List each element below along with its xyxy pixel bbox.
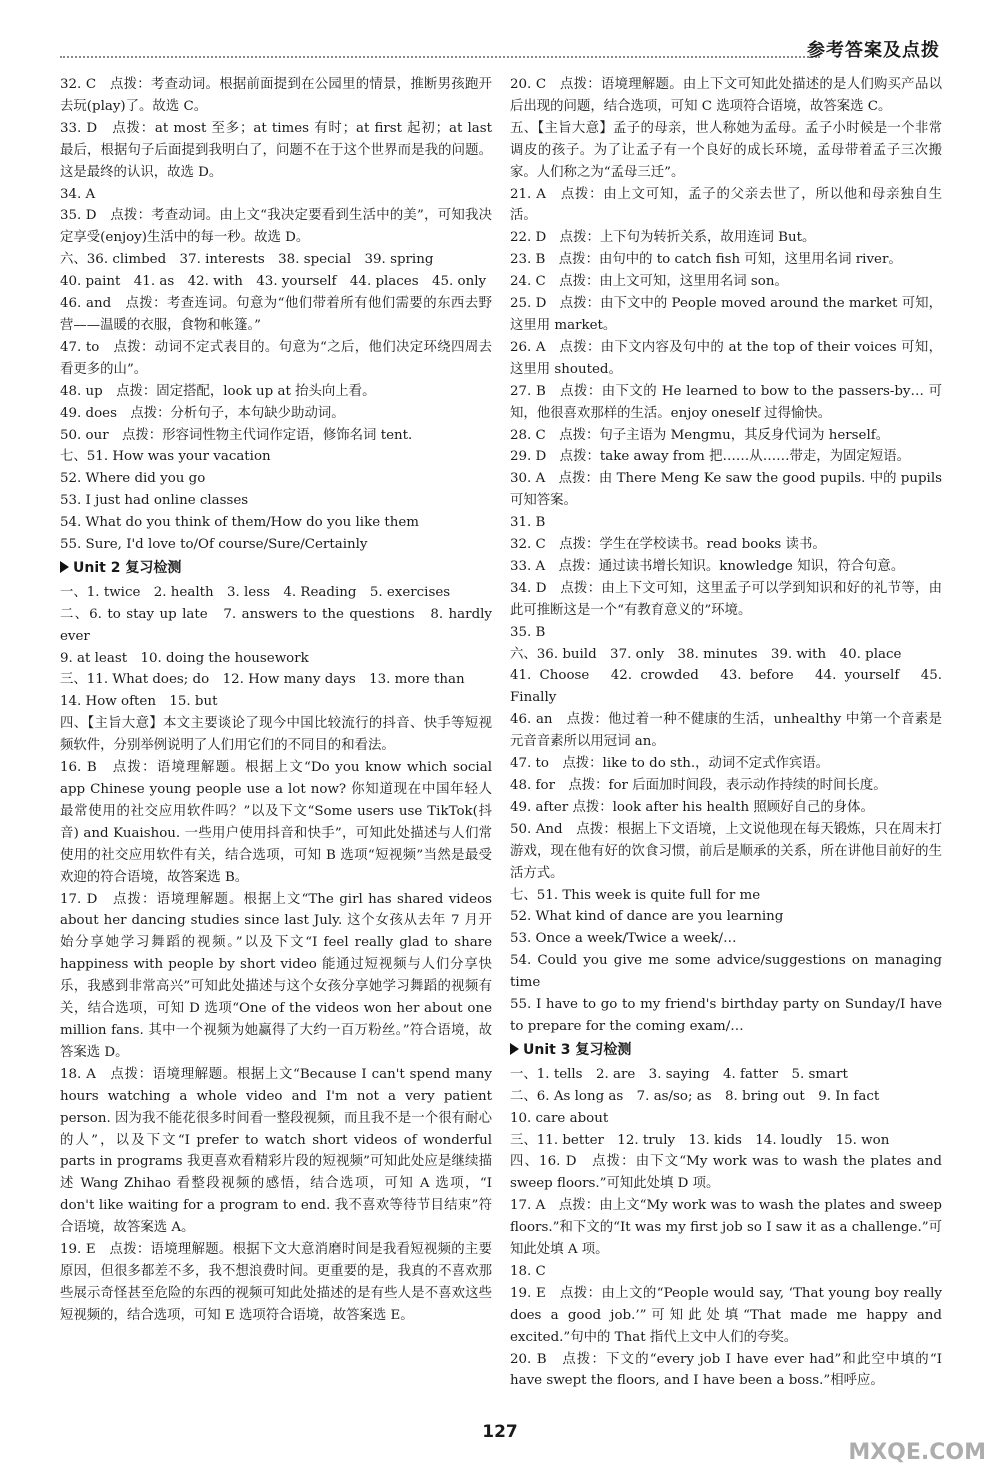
answer-item: 20. B 点拨：下文的“every job I have ever had”和此空中填的“I have swept the floors, and I have been a boss.”相呼应。 (510, 1351, 942, 1389)
right-column (510, 74, 942, 1392)
answer-item: 35. B (510, 624, 546, 640)
answer-item: 26. A 点拨：由下文内容及句中的 at the top of their voices 可知，这里用 shouted。 (510, 339, 942, 377)
answer-item: 三、11. better 12. truly 13. kids 14. loudly 15. won (510, 1132, 890, 1148)
answer-item: 40. paint 41. as 42. with 43. yourself 44. places 45. only (60, 274, 487, 290)
answer-item: 52. What kind of dance are you learning (510, 909, 784, 925)
answer-item: 五、【主旨大意】孟子的母亲，世人称她为孟母。孟子小时候是一个非常调皮的孩子。为了让孟子有一个良好的成长环境，孟母带着孟子三次搬家。人们称之为“孟母三迁”。 (510, 120, 942, 180)
answer-item: 41. Choose 42. crowded 43. before 44. yourself 45. Finally (510, 668, 942, 706)
answer-item: 四、【主旨大意】本文主要谈论了现今中国比较流行的抖音、快手等短视频软件，分别举例说明了人们用它们的不同目的和看法。 (60, 716, 492, 754)
answer-item: 46. and 点拨：考查连词。句意为“他们带着所有他们需要的东西去野营——温暖的衣服，食物和帐篷。” (60, 296, 492, 333)
answer-item: 55. I have to go to my friend's birthday party on Sunday/I have to prepare for the coming exam/… (510, 997, 942, 1034)
answer-item: 53. Once a week/Twice a week/… (510, 931, 737, 947)
page-number: 127 (482, 1422, 518, 1442)
answer-item: 55. Sure, I'd love to/Of course/Sure/Certainly (60, 537, 368, 553)
answer-item: 32. C 点拨：学生在学校读书。read books 读书。 (510, 537, 826, 553)
answer-item: 21. A 点拨：由上文可知，孟子的父亲去世了，所以他和母亲独自生活。 (510, 186, 942, 224)
answer-item: 49. does 点拨：分析句子，本句缺少助动词。 (60, 405, 345, 421)
answer-item: 9. at least 10. doing the housework (60, 650, 309, 666)
answer-item: 23. B 点拨：由句中的 to catch fish 可知，这里用名词 river。 (510, 252, 902, 268)
answer-item: 24. C 点拨：由上文可知，这里用名词 son。 (510, 274, 788, 290)
answer-item: 六、36. climbed 37. interests 38. special 39. spring (60, 252, 434, 268)
answer-item: 47. to 点拨：like to do sth.，动词不定式作宾语。 (510, 756, 830, 772)
answer-item: 54. Could you give me some advice/suggestions on managing time (510, 953, 942, 991)
answer-item: 18. A 点拨：语境理解题。根据上文“Because I can't spend many hours watching a whole video and I'm not a very patient person. 因为我不能花很多时间看一整段视频，而且我不是一个很有耐心的人”，以及下文“I prefer to watch short videos of wonderful parts in programs 我更喜欢看精彩片段的短视频”可知此处应是继续描述 Wang Zhihao 看整段视频的感悟，结合选项，可知 A 选项，“I don't like waiting for a program to end. 我不喜欢等待节目结束”符合语境，故答案选 A。 (60, 1066, 492, 1236)
answer-item: 53. I just had online classes (60, 493, 249, 509)
answer-item: 31. B (510, 515, 546, 531)
left-column (60, 74, 492, 1327)
answer-item: 14. How often 15. but (60, 694, 218, 710)
triangle-icon (510, 1043, 519, 1055)
header-dotted-rule (60, 56, 820, 58)
section-heading (60, 558, 492, 580)
answer-item: 三、11. What does; do 12. How many days 13. more than (60, 672, 465, 688)
answer-item: 32. C 点拨：考查动词。根据前面提到在公园里的情景，推断男孩跑开去玩(play)了。故选 C。 (60, 77, 492, 114)
answer-item: 48. for 点拨：for 后面加时间段，表示动作持续的时间长度。 (510, 778, 887, 793)
answer-item: 27. B 点拨：由下文的 He learned to bow to the passers-by… 可知，他很喜欢那样的生活。enjoy oneself 过得愉快。 (510, 383, 942, 421)
watermark: MXQE.COM (848, 1440, 986, 1465)
answer-item: 25. D 点拨：由下文中的 People moved around the market 可知，这里用 market。 (510, 296, 942, 333)
answer-item: 47. to 点拨：动词不定式表目的。句意为“之后，他们决定环绕四周去看更多的山”。 (60, 339, 492, 377)
answer-item: 50. And 点拨：根据上下文语境，上文说他现在每天锻炼，只在周末打游戏，现在他有好的饮食习惯，前后是顺承的关系，所在讲他目前好的生活方式。 (510, 821, 942, 881)
answer-item: 52. Where did you go (60, 471, 206, 487)
answer-item: 34. D 点拨：由上下文可知，这里孟子可以学到知识和好的礼节等，由此可推断这是一个“有教育意义的”环境。 (510, 580, 942, 618)
answer-item: 一、1. tells 2. are 3. saying 4. fatter 5. smart (510, 1066, 848, 1082)
answer-item: 二、6. As long as 7. as/so; as 8. bring out 9. In fact (510, 1088, 880, 1104)
answer-item: 17. A 点拨：由上文“My work was to wash the plates and sweep floors.”和下文的“It was my first job so I saw it as a challenge.”可知此处填 A 项。 (510, 1198, 942, 1258)
answer-item: 10. care about (510, 1110, 609, 1126)
answer-item: 22. D 点拨：上下句为转折关系，故用连词 But。 (510, 230, 816, 246)
answer-item: 四、16. D 点拨：由下文“My work was to wash the plates and sweep floors.”可知此处填 D 项。 (510, 1154, 942, 1192)
answer-item: 48. up 点拨：固定搭配，look up at 抬头向上看。 (60, 383, 376, 399)
answer-item: 18. C (510, 1263, 546, 1279)
section-heading-text: Unit 3 复习检测 (523, 1041, 632, 1058)
answer-item: 49. after 点拨：look after his health 照顾好自己的身体。 (510, 799, 874, 815)
answer-item: 七、51. How was your vacation (60, 449, 271, 465)
answer-item: 19. E 点拨：语境理解题。根据下文大意消磨时间是我看短视频的主要原因，但很多都差不多，我不想浪费时间。更重要的是，我真的不喜欢那些展示奇怪甚至危险的东西的视频可知此处描述的是有些人是不喜欢这些短视频的，结合选项，可知 E 选项符合语境，故答案选 E。 (60, 1242, 492, 1323)
answer-item: 二、6. to stay up late 7. answers to the questions 8. hardly ever (60, 606, 492, 644)
answer-item: 17. D 点拨：语境理解题。根据上文“The girl has shared videos about her dancing studies since last July. 这个女孩从去年 7 月开始分享她学习舞蹈的视频。”以及下文“I feel really glad to share happiness with people by short video 能通过短视频与人们分享快乐，我感到非常高兴”可知此处描述与这个女孩分享她学习舞蹈的视频有关，结合选项，可知 D 选项“One of the videos won her about one million fans. 其中一个视频为她赢得了大约一百万粉丝。”符合语境，故答案选 D。 (60, 891, 492, 1060)
header-title: 参考答案及点拨 (807, 40, 940, 61)
answer-item: 19. E 点拨：由上文的“People would say, ‘That young boy really does a good job.’”可知此处填“That made me happy and excited.”句中的 That 指代上文中人们的夸奖。 (510, 1285, 942, 1345)
answer-item: 16. B 点拨：语境理解题。根据上文“Do you know which social app Chinese young people use a lot now? 你知道现在中国年轻人最常使用的社交应用软件吗？”以及下文“Some users use TikTok(抖音) and Kuaishou. 一些用户使用抖音和快手”，可知此处描述与人们常使用的社交应用软件有关，结合选项，可知 B 选项“短视频”当然是最受欢迎的符合语境，故答案选 B。 (60, 760, 492, 885)
answer-item: 七、51. This week is quite full for me (510, 887, 761, 903)
answer-item: 54. What do you think of them/How do you like them (60, 515, 419, 531)
triangle-icon (60, 561, 69, 573)
answer-item: 35. D 点拨：考查动词。由上文“我决定要看到生活中的美”，可知我决定享受(enjoy)生活中的每一秒。故选 D。 (60, 208, 492, 246)
answer-item: 30. A 点拨：由 There Meng Ke saw the good pupils. 中的 pupils 可知答案。 (510, 471, 942, 509)
answer-item: 50. our 点拨：形容词性物主代词作定语，修饰名词 tent. (60, 427, 413, 443)
section-heading-text: Unit 2 复习检测 (73, 559, 182, 576)
answer-item: 46. an 点拨：他过着一种不健康的生活，unhealthy 中第一个音素是元音音素所以用冠词 an。 (510, 712, 942, 750)
answer-item: 33. D 点拨：at most 至多；at times 有时；at first 起初；at last 最后，根据句子后面提到我明白了，问题不在于这个世界而是我的问题。这是最终的认识，故选 D。 (60, 120, 492, 180)
answer-item: 28. C 点拨：句子主语为 Mengmu，其反身代词为 herself。 (510, 427, 890, 443)
answer-item: 34. A (60, 186, 96, 202)
answer-item: 一、1. twice 2. health 3. less 4. Reading 5. exercises (60, 584, 451, 600)
page-header (60, 36, 940, 64)
answer-item: 29. D 点拨：take away from 把……从……带走，为固定短语。 (510, 449, 910, 465)
section-heading (510, 1040, 942, 1062)
answer-item: 20. C 点拨：语境理解题。由上下文可知此处描述的是人们购买产品以后出现的问题，结合选项，可知 C 选项符合语境，故答案选 C。 (510, 77, 942, 114)
answer-item: 33. A 点拨：通过读书增长知识。knowledge 知识，符合句意。 (510, 558, 905, 574)
answer-item: 六、36. build 37. only 38. minutes 39. with 40. place (510, 646, 902, 662)
